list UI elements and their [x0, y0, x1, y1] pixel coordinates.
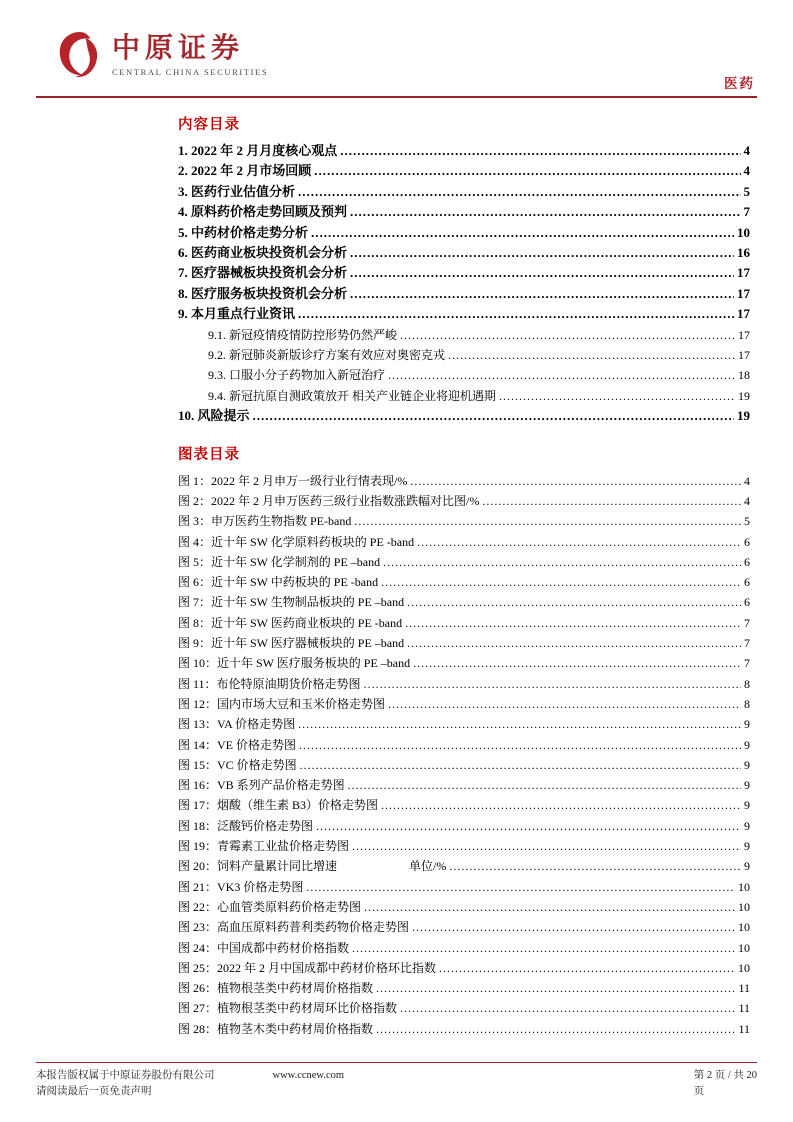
figure-item — [178, 938, 750, 958]
figure-item-page: 8 — [744, 676, 750, 691]
report-footer — [36, 1062, 757, 1100]
dotted-leader — [482, 491, 741, 511]
figure-item — [178, 755, 750, 775]
figure-item-page: 10 — [738, 899, 750, 914]
figure-item — [178, 735, 750, 755]
figure-item-label: 图 27：植物根茎类中药材周环比价格指数 — [178, 1001, 398, 1016]
figures-list — [178, 471, 750, 1039]
page-number-line1: 第 2 页 / 共 20 — [693, 1070, 757, 1081]
toc-item-page: 4 — [743, 163, 750, 179]
figure-item-page: 10 — [738, 960, 750, 975]
figure-item-label: 图 17：烟酸（维生素 B3）价格走势图 — [178, 798, 379, 813]
dotted-leader — [376, 978, 735, 998]
figure-item-label: 图 10：近十年 SW 医疗服务板块的 PE –band — [178, 656, 411, 671]
dotted-leader — [311, 223, 734, 243]
figure-item-page: 6 — [744, 575, 750, 590]
dotted-leader — [383, 552, 741, 572]
dotted-leader — [417, 532, 741, 552]
figure-item-label: 图 13：VA 价格走势图 — [178, 717, 296, 732]
figure-item-label: 图 14：VE 价格走势图 — [178, 737, 296, 752]
figure-item-page: 11 — [738, 1021, 750, 1036]
toc-item-page: 7 — [743, 204, 750, 220]
dotted-leader — [449, 856, 741, 876]
figure-item — [178, 998, 750, 1018]
toc-item-page: 17 — [737, 265, 750, 281]
figure-item — [178, 694, 750, 714]
dotted-leader — [381, 795, 741, 815]
figure-item-page: 4 — [744, 473, 750, 488]
toc-item-label: 2. 2022 年 2 月市场回顾 — [178, 163, 312, 179]
figure-item — [178, 897, 750, 917]
figure-item-page: 11 — [738, 981, 750, 996]
figure-item — [178, 1019, 750, 1039]
figure-item-label: 图 5：近十年 SW 化学制剂的 PE –band — [178, 554, 381, 569]
figure-item-page: 10 — [738, 920, 750, 935]
toc-item-label: 7. 医疗器械板块投资机会分析 — [178, 265, 348, 281]
figure-item-page: 7 — [744, 636, 750, 651]
report-header — [36, 28, 757, 94]
dotted-leader — [400, 325, 735, 345]
brand-name-cn: 中原证券 — [112, 32, 245, 64]
toc-item-page: 5 — [743, 183, 750, 199]
dotted-leader — [354, 511, 741, 531]
figure-item-label: 图 18：泛酸钙价格走势图 — [178, 818, 314, 833]
dotted-leader — [405, 613, 741, 633]
figure-item-label: 图 23：高血压原料药普利类药物价格走势图 — [178, 920, 410, 935]
toc-item-label: 1. 2022 年 2 月月度核心观点 — [178, 143, 338, 158]
toc-item-page: 17 — [737, 306, 750, 322]
page-number-line2: 页 — [693, 1086, 705, 1097]
figure-item-page: 7 — [744, 656, 750, 671]
figure-item — [178, 795, 750, 815]
brand-name-en: CENTRAL CHINA SECURITIES — [112, 66, 269, 77]
figure-item-page: 9 — [744, 737, 750, 752]
toc-item-label: 10. 风险提示 — [178, 408, 250, 424]
toc-item-label: 6. 医药商业板块投资机会分析 — [178, 245, 348, 261]
dotted-leader — [352, 836, 741, 856]
dotted-leader — [364, 674, 741, 694]
toc-item — [178, 263, 750, 283]
toc-item — [178, 141, 750, 161]
figure-item — [178, 491, 750, 511]
dotted-leader — [400, 998, 735, 1018]
dotted-leader — [350, 202, 740, 222]
figure-item — [178, 775, 750, 795]
copyright-text: 本报告版权属于中原证券股份有限公司 — [36, 1070, 215, 1081]
figure-item-label: 图 4：近十年 SW 化学原料药板块的 PE -band — [178, 534, 415, 549]
figure-item — [178, 633, 750, 653]
dotted-leader — [300, 755, 741, 775]
dotted-leader — [381, 572, 741, 592]
dotted-leader — [388, 694, 741, 714]
figure-item-page: 5 — [744, 514, 750, 529]
dotted-leader — [388, 365, 735, 385]
website-link[interactable]: www.ccnew.com — [272, 1070, 345, 1081]
figure-item-label: 图 15：VC 价格走势图 — [178, 757, 297, 772]
figure-item-page: 6 — [744, 595, 750, 610]
toc-item — [178, 223, 750, 243]
figure-item — [178, 836, 750, 856]
company-logo-icon — [56, 30, 102, 80]
toc-item — [178, 345, 750, 365]
page-number — [694, 1068, 757, 1100]
figure-item — [178, 674, 750, 694]
figure-item-page: 9 — [744, 818, 750, 833]
toc-item-page: 16 — [737, 245, 750, 261]
figure-item-page: 11 — [738, 1001, 750, 1016]
dotted-leader — [316, 816, 741, 836]
figure-item — [178, 856, 750, 876]
toc-item — [178, 386, 750, 406]
dotted-leader — [352, 938, 735, 958]
figure-item-label: 图 21：VK3 价格走势图 — [178, 879, 304, 894]
figure-item-label: 图 2：2022 年 2 月申万医药三级行业指数涨跌幅对比图/% — [178, 493, 480, 508]
toc-item-page: 18 — [738, 368, 750, 383]
figure-item-page: 10 — [738, 879, 750, 894]
figure-item-label: 图 8：近十年 SW 医药商业板块的 PE -band — [178, 615, 403, 630]
dotted-leader — [407, 633, 741, 653]
toc-item-page: 17 — [738, 348, 750, 363]
disclaimer-text: 请阅读最后一页免责声明 — [36, 1086, 152, 1097]
figure-item — [178, 653, 750, 673]
dotted-leader — [348, 775, 741, 795]
toc-item — [178, 304, 750, 324]
figure-item-label: 图 19：青霉素工业盐价格走势图 — [178, 839, 350, 854]
dotted-leader — [364, 897, 735, 917]
dotted-leader — [298, 714, 741, 734]
dotted-leader — [340, 141, 740, 161]
dotted-leader — [314, 161, 740, 181]
toc-item-page: 19 — [738, 388, 750, 403]
figure-item — [178, 816, 750, 836]
dotted-leader — [298, 182, 740, 202]
dotted-leader — [412, 917, 735, 937]
figure-item — [178, 532, 750, 552]
figure-item-page: 9 — [744, 757, 750, 772]
figure-item-page: 6 — [744, 554, 750, 569]
figure-item-page: 9 — [744, 839, 750, 854]
footer-left — [36, 1068, 344, 1100]
figure-item-label: 图 25：2022 年 2 月中国成都中药材价格环比指数 — [178, 960, 437, 975]
toc-item-label: 4. 原料药价格走势回顾及预判 — [178, 204, 348, 220]
dotted-leader — [350, 263, 734, 283]
toc-item-page: 17 — [737, 285, 750, 301]
dotted-leader — [376, 1019, 735, 1039]
toc-item-page: 4 — [743, 143, 750, 158]
toc-item — [178, 325, 750, 345]
figure-item — [178, 592, 750, 612]
toc-item — [178, 161, 750, 181]
figure-item — [178, 572, 750, 592]
figure-item-page: 4 — [744, 493, 750, 508]
dotted-leader — [350, 243, 734, 263]
dotted-leader — [306, 877, 735, 897]
dotted-leader — [350, 284, 734, 304]
figure-item-label: 图 11：布伦特原油期货价格走势图 — [178, 676, 361, 691]
dotted-leader — [499, 386, 735, 406]
toc-page-content — [178, 113, 750, 1039]
figure-item — [178, 978, 750, 998]
toc-item — [178, 243, 750, 263]
figure-item-label: 图 7：近十年 SW 生物制品板块的 PE –band — [178, 595, 405, 610]
figure-item — [178, 552, 750, 572]
toc-item-page: 17 — [738, 327, 750, 342]
industry-category-label: 医药 — [724, 76, 755, 91]
figure-item-label: 图 22：心血管类原料药价格走势图 — [178, 899, 362, 914]
dotted-leader — [407, 592, 741, 612]
toc-item-label: 9.3. 口服小分子药物加入新冠治疗 — [208, 368, 386, 383]
figure-item-label: 图 16：VB 系列产品价格走势图 — [178, 778, 345, 793]
toc-item-label: 5. 中药材价格走势分析 — [178, 224, 309, 240]
header-divider — [36, 96, 757, 98]
dotted-leader — [439, 958, 735, 978]
figure-item-label: 图 24：中国成都中药材价格指数 — [178, 940, 350, 955]
figure-item — [178, 877, 750, 897]
figure-item-label: 图 3：申万医药生物指数 PE-band — [178, 514, 352, 529]
figure-item-page: 9 — [744, 859, 750, 874]
dotted-leader — [253, 406, 734, 426]
figure-item-label: 图 12：国内市场大豆和玉米价格走势图 — [178, 696, 386, 711]
toc-item-page: 19 — [737, 408, 750, 424]
figure-item — [178, 471, 750, 491]
toc-item — [178, 406, 750, 426]
brand — [56, 30, 268, 80]
toc-item — [178, 284, 750, 304]
figure-item — [178, 958, 750, 978]
figure-item-page: 6 — [744, 534, 750, 549]
figure-item — [178, 511, 750, 531]
figures-title: 图表目录 — [178, 446, 240, 463]
dotted-leader — [298, 304, 734, 324]
contents-list — [178, 141, 750, 427]
contents-title: 内容目录 — [178, 117, 240, 133]
figure-item-label: 图 20：饲料产量累计同比增速 单位/% — [178, 859, 447, 874]
toc-item-label: 9.4. 新冠抗原自测政策放开 相关产业链企业将迎机遇期 — [208, 388, 497, 403]
figure-item-page: 9 — [744, 798, 750, 813]
toc-item-page: 10 — [737, 224, 750, 240]
dotted-leader — [448, 345, 735, 365]
figure-item-page: 10 — [738, 940, 750, 955]
figure-item-page: 9 — [744, 717, 750, 732]
figure-item-label: 图 28：植物茎木类中药材周价格指数 — [178, 1021, 374, 1036]
toc-item — [178, 365, 750, 385]
figure-item-page: 8 — [744, 696, 750, 711]
toc-item — [178, 202, 750, 222]
dotted-leader — [413, 653, 741, 673]
figure-item-label: 图 1：2022 年 2 月申万一级行业行情表现/% — [178, 473, 408, 488]
figure-item-label: 图 6：近十年 SW 中药板块的 PE -band — [178, 575, 379, 590]
dotted-leader — [410, 471, 741, 491]
figure-item — [178, 714, 750, 734]
figure-item — [178, 917, 750, 937]
toc-item-label: 9.1. 新冠疫情疫情防控形势仍然严峻 — [208, 327, 398, 342]
toc-item — [178, 182, 750, 202]
toc-item-label: 9. 本月重点行业资讯 — [178, 306, 296, 322]
brand-text — [112, 34, 268, 77]
dotted-leader — [299, 735, 741, 755]
figure-item-page: 7 — [744, 615, 750, 630]
toc-item-label: 3. 医药行业估值分析 — [178, 183, 296, 199]
toc-item-label: 9.2. 新冠肺炎新版诊疗方案有效应对奥密克戎 — [208, 348, 446, 363]
figure-item-page: 9 — [744, 778, 750, 793]
toc-item-label: 8. 医疗服务板块投资机会分析 — [178, 285, 348, 301]
figure-item — [178, 613, 750, 633]
figure-item-label: 图 9：近十年 SW 医疗器械板块的 PE –band — [178, 636, 405, 651]
figure-item-label: 图 26：植物根茎类中药材周价格指数 — [178, 981, 374, 996]
